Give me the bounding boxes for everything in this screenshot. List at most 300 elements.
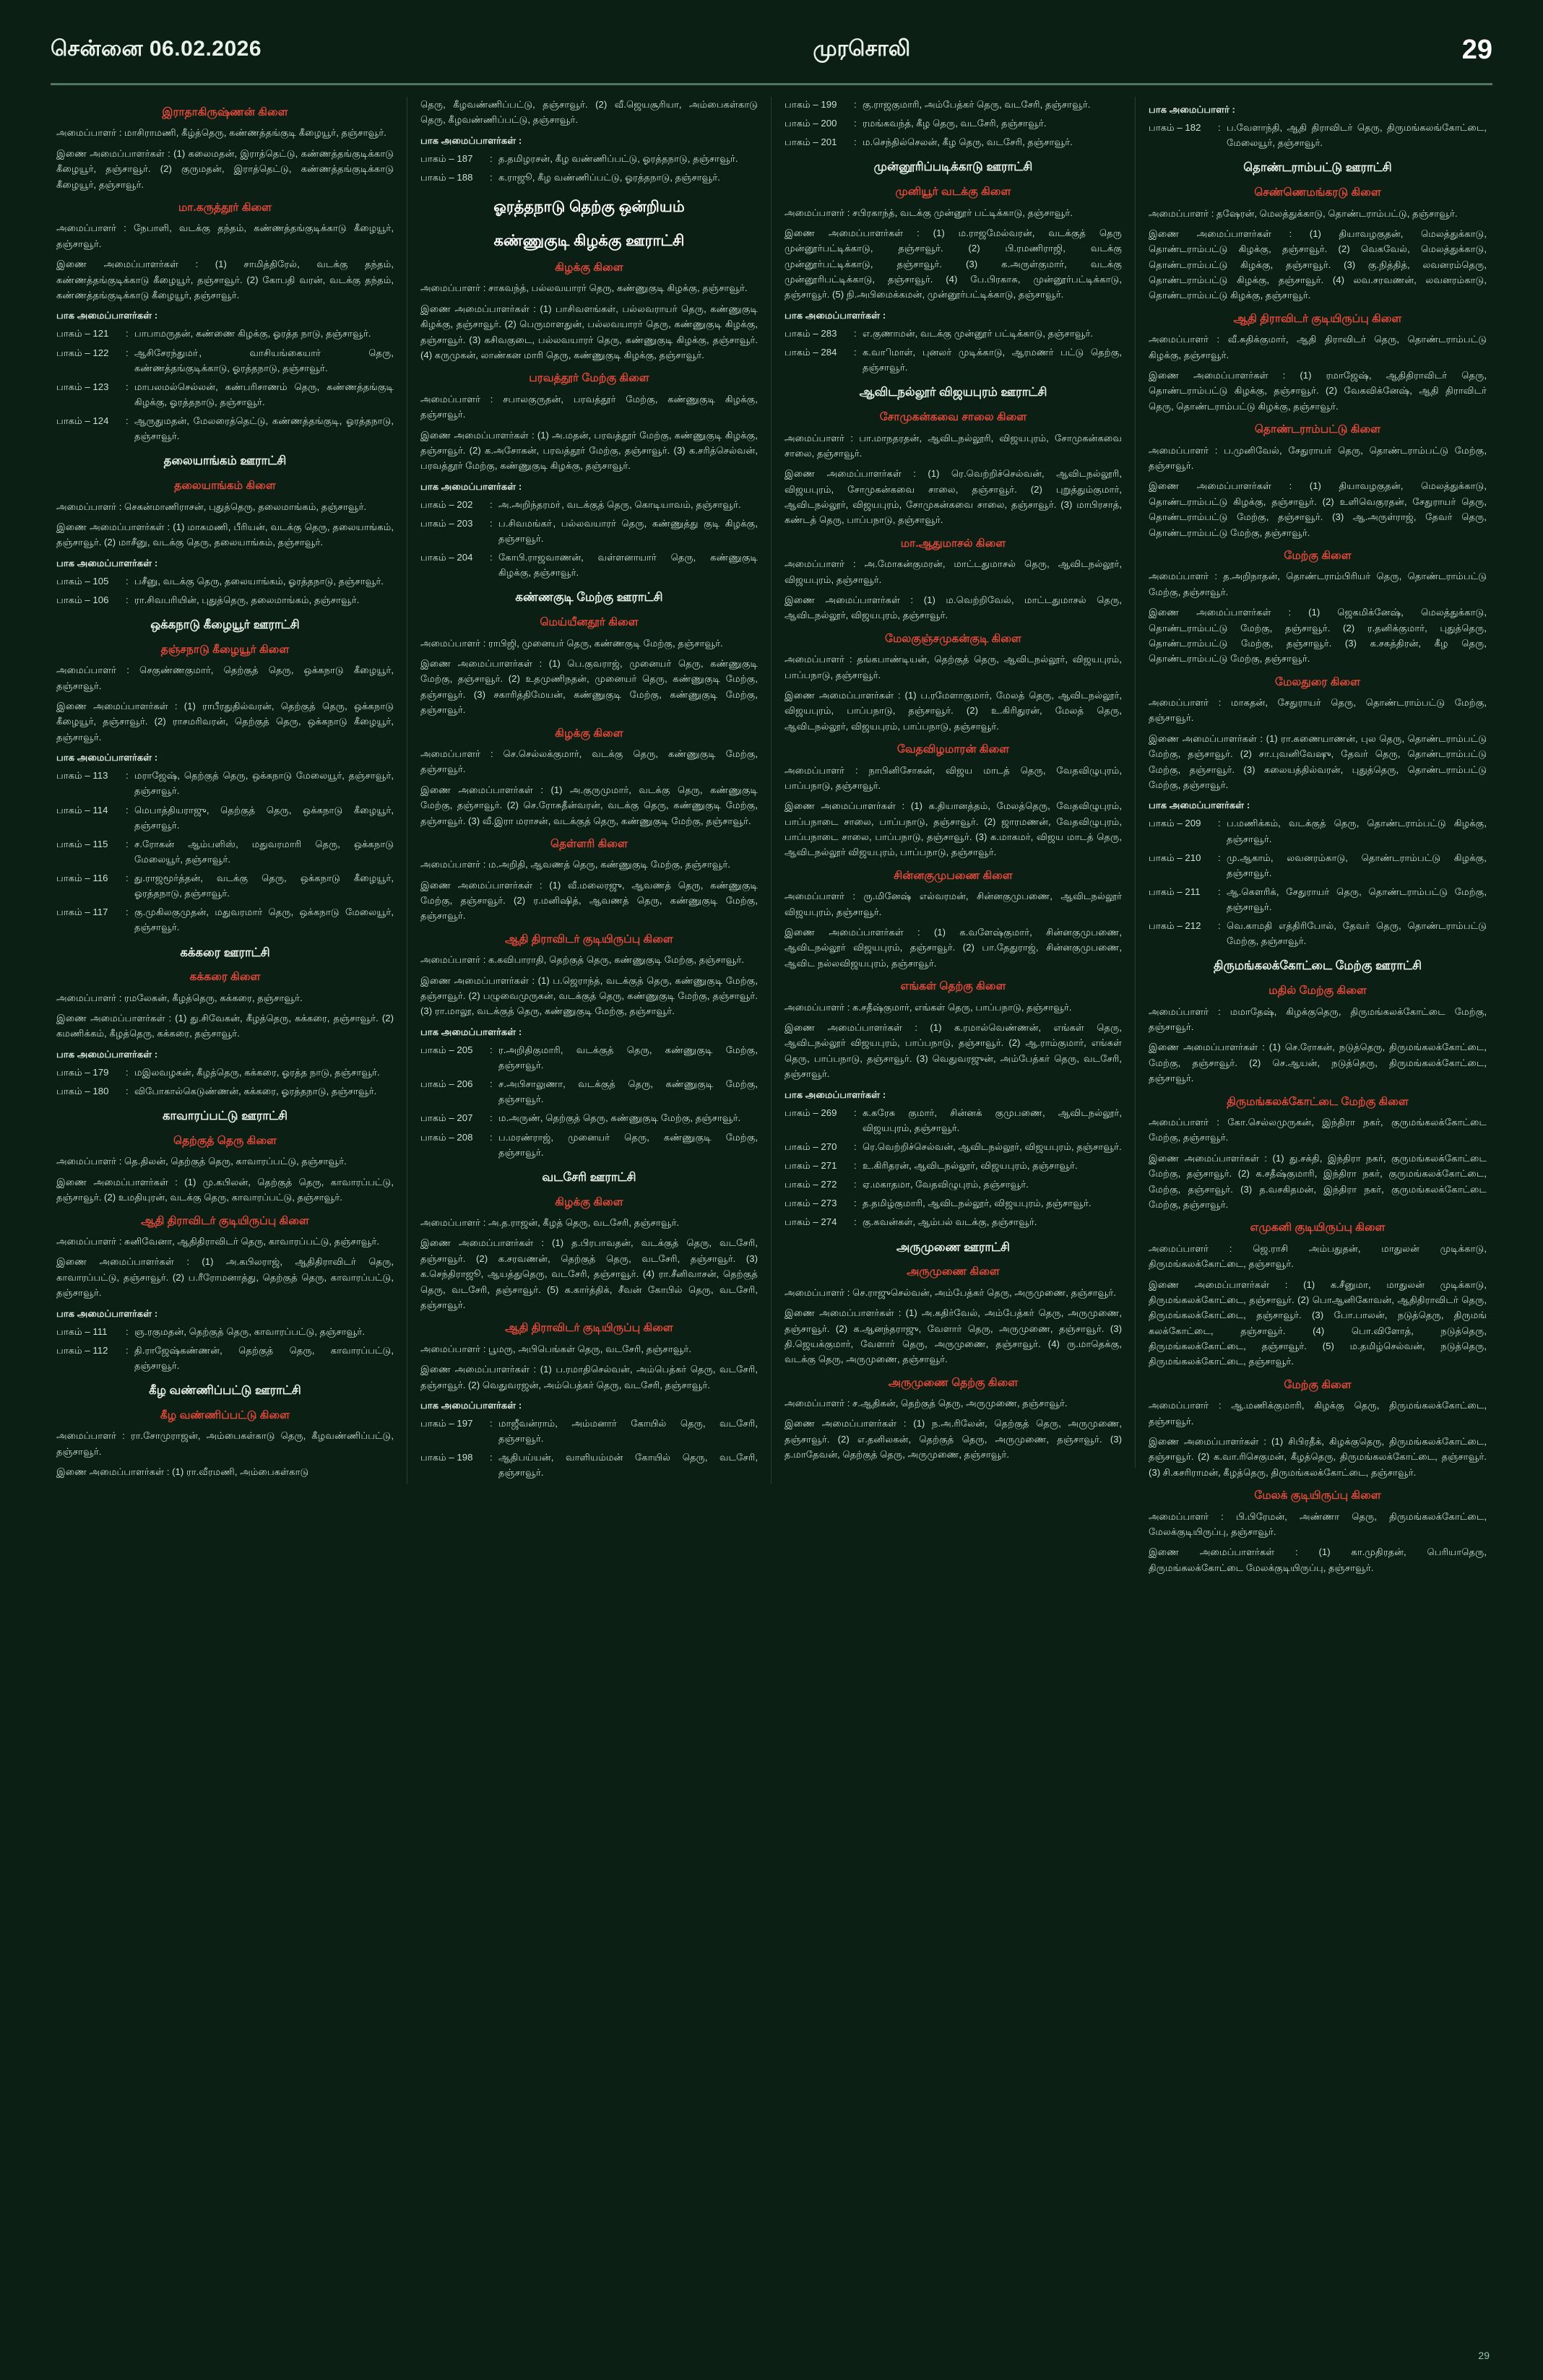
list-item-text: பசீனு, வடக்கு தெரு, தலையாங்கம், ஓரத்தநாடு, தஞ்சாவூர். [134, 575, 384, 587]
list-item [785, 1195, 1122, 1211]
paragraph: அமைப்பாளர் : வீ.சுதிக்குமார், ஆதி திராவிடர் தெரு, தொண்டராம்பட்டு கிழக்கு, தஞ்சாவூர். [1149, 334, 1487, 360]
branch-heading: எமுகனி குடியிருப்பு கிளை [1250, 1221, 1386, 1234]
list-item [785, 1105, 1122, 1135]
list-item [420, 1130, 758, 1160]
list-item-text: கு.முகிலகுமுதன், மதுவரமார் தெரு, ஒக்கநாடு மேலையூர், தஞ்சாவூர். [134, 906, 394, 933]
paragraph: அமைப்பாளர் : செ.செல்லக்குமார், வடக்கு தெரு, கண்ணுகுடி மேற்கு, தஞ்சாவூர். [420, 748, 758, 775]
list-item-text: த.தமிழ்குமாரி, ஆவிடநல்லூர், விஜயபுரம், தஞ்சாவூர். [863, 1198, 1092, 1209]
column-1 [43, 97, 407, 1484]
list-item-text: ப.சிவமங்கா், பல்லவயாரர் தெரு, கண்ணுத்து குடி கிழக்கு, தஞ்சாவூர். [498, 517, 758, 545]
paragraph: இணை அமைப்பாளர்கள் : (1) மு.கபிலன், தெற்குத் தெரு, காவாரப்பட்டு, தஞ்சாவூர். (2) உமதியுரன், வடக்கு தெரு, காவாரப்பட்டு, தஞ்சாவூர். [56, 1176, 394, 1203]
list-item-text: விபோகால்கெடுண்ணன், கக்கரை, ஓரத்தநாடு, தஞ்சாவூர். [134, 1086, 377, 1097]
column-3 [772, 97, 1136, 1468]
list-item-separator: : [854, 347, 857, 358]
list-item [785, 1214, 1122, 1229]
list-item [1149, 918, 1487, 948]
list-item-number: பாகம் – 121 [56, 328, 109, 339]
list-item-text: ப.மரண்ராஜ், முனையர் தெரு, கண்ணுகுடி மேற்கு, தஞ்சாவூர். [498, 1131, 758, 1158]
paragraph: அமைப்பாளர் : சாகவந்த், பல்லவயாரர் தெரு, கண்ணுகுடி கிழக்கு, தஞ்சாவூர். [420, 282, 748, 294]
paragraph: அமைப்பாளர் : க.சதீஷ்குமார், எங்கள் தெரு, பாப்பநாடு, தஞ்சாவூர். [785, 1001, 1072, 1013]
branch-heading: சோமுகன்கவை சாலை கிளை [879, 411, 1027, 424]
branch-heading: ஆதி திராவிடர் குடியிருப்பு கிளை [141, 1214, 309, 1227]
list-item [420, 497, 758, 512]
group-label: பாக அமைப்பாளர்கள் : [56, 1048, 158, 1060]
paragraph: அமைப்பாளர் : ராபிஜி, முனையர் தெரு, கண்ணகுடி மேற்கு, தஞ்சாவூர். [420, 637, 723, 649]
paragraph: அமைப்பாளர் : மமாதேஷ், கிழக்குதெரு, திருமங்கலக்கோட்டை மேற்கு, தஞ்சாவூர். [1149, 1005, 1487, 1033]
column-2 [407, 97, 772, 1484]
subsection-heading: கக்கரை ஊராட்சி [180, 945, 270, 959]
list-item-separator: : [1218, 920, 1221, 932]
paragraph: இணை அமைப்பாளர்கள் : (1) தியாவழகுதன், மெலத்துக்காடு, தொண்டராம்பட்டு கிழக்கு, தஞ்சாவூர். (2) வெகவேல், மெலத்துக்காடு, தொண்டராம்பட்டு கிழக்கு, தஞ்சாவூர். (3) கு.நித்தித், லவனரம்தெரு, தொண்டராம்பட்டு கிழக்கு, தஞ்சாவூர். (4) லவ.சரவணன், லவனரம்காடு, தொண்டராம்பட்டு கிழக்கு, தஞ்சாவூர். [1149, 228, 1487, 301]
list-item-text: ரெ.வெற்றிச்செல்வன், ஆவிடநல்லூர், விஜயபுரம், தஞ்சாவூர். [863, 1141, 1122, 1152]
paragraph: இணை அமைப்பாளர்கள் : (1) ப.ஜெராந்த், வடக்குத் தெரு, கண்ணுகுடி மேற்கு, தஞ்சாவூர். (2) பழுவைமுருகன், வடக்குத் தெரு, கண்ணுகுடி மேற்கு, தஞ்சாவூர். (3) ரா.மாலூ, வடக்குத் தெரு, கண்ணுகுடி மேற்கு, தஞ்சாவூர். [420, 974, 758, 1017]
branch-heading: கிழக்கு கிளை [555, 1195, 623, 1208]
list-item [1149, 120, 1487, 150]
list-item [1149, 815, 1487, 846]
paragraph: அமைப்பாளர் : ஜெ.ராசி அம்பதுதன், மாதுலன் முடிக்காடு, திருமங்கலக்கோட்டை, தஞ்சாவூர். [1149, 1242, 1487, 1270]
branch-heading: தெற்குத் தெரு கிளை [173, 1134, 277, 1147]
list-item-separator: : [490, 1131, 493, 1143]
branch-heading: மேலகுஞ்சமுகன்குடி கிளை [884, 632, 1022, 645]
list-item-separator: : [490, 172, 493, 183]
paragraph: இணை அமைப்பாளர்கள் : (1) மாசுமணி, பீரியன், வடக்கு தெரு, தலையாங்கம், தஞ்சாவூர். (2) மாசீனு, வடக்கு தெரு, தலையாங்கம், தஞ்சாவூர். [56, 521, 394, 548]
list-item-separator: : [126, 1086, 129, 1097]
branch-heading: ஆதி திராவிடர் குடியிருப்பு கிளை [505, 932, 673, 945]
list-item-separator: : [490, 152, 493, 164]
subsection-heading: திருமங்கலக்கோட்டை மேற்கு ஊராட்சி [1213, 959, 1422, 973]
list-item-text: க.கரேசு குமார், சின்னக் குமுபணை, ஆவிடநல்லூர், விஜயபுரம், தஞ்சாவூர். [863, 1107, 1122, 1133]
list-item [420, 1450, 758, 1480]
list-item-number: பாகம் – 206 [420, 1078, 473, 1090]
list-item-separator: : [126, 873, 129, 883]
branch-heading: தலையாங்கம் கிளை [174, 480, 276, 493]
branch-heading: கீழ வண்ணிப்பட்டு கிளை [160, 1408, 290, 1421]
list-item-text: ம.அருண், தெற்குத் தெரு, கண்ணுகுடி மேற்கு, தஞ்சாவூர். [498, 1112, 741, 1124]
paragraph: இணை அமைப்பாளர்கள் : (1) து.சிவேகன், கீழத்தெரு, கக்கரை, தஞ்சாவூர். (2) கமணிக்கம், கீழத்தெரு, கக்கரை, தஞ்சாவூர். [56, 1013, 394, 1039]
paragraph: அமைப்பாளர் : ரமலேகன், கீழத்தெரு, கக்கரை, தஞ்சாவூர். [56, 992, 303, 1003]
list-item-number: பாகம் – 105 [56, 575, 109, 587]
list-item-text: ர.அறிதிகுமாரி, வடக்குத் தெரு, கண்ணுகுடி மேற்கு, தஞ்சாவூர். [498, 1044, 758, 1071]
paragraph: இணை அமைப்பாளர்கள் : (1) ம.வெற்றிவேல், மாட்டதுமாசல் தெரு, ஆவிடநல்லூர், விஜயபுரம், தஞ்சாவூர். [785, 594, 1122, 621]
branch-heading: ஆதி திராவிடர் குடியிருப்பு கிளை [505, 1322, 673, 1335]
branch-heading: அருமுணை தெற்கு கிளை [888, 1376, 1019, 1389]
group-label: பாக அமைப்பாளர்கள் : [420, 1399, 522, 1411]
list-item-number: பாகம் – 182 [1149, 122, 1201, 134]
list-item-separator: : [490, 1078, 493, 1090]
list-item [56, 1343, 394, 1373]
list-item-number: பாகம் – 111 [56, 1325, 108, 1337]
paragraph: இணை அமைப்பாளர்கள் : (1) அ.கதிர்வேல், அம்பேத்கர் தெரு, அருமுணை, தஞ்சாவூர். (2) க.ஆனந்தராஜு, வேளார் தெரு, அருமுணை, தஞ்சாவூர். (3) தி.ஜெயக்குமார், வேளார் தெரு, அருமுணை, தஞ்சாவூர். (4) ரு.மாதெக்கு, வடக்கு தெரு, அருமுணை, தஞ்சாவூர். [785, 1307, 1122, 1365]
list-item [420, 151, 758, 166]
list-item-number: பாகம் – 112 [56, 1344, 108, 1356]
list-item-separator: : [126, 347, 129, 358]
branch-heading: திருமங்கலக்கோட்டை மேற்கு கிளை [1227, 1095, 1409, 1108]
list-item-text: க.ராஜூ, கீழ வண்ணிப்பட்டு, ஓரத்தநாடு, தஞ்சாவூர். [498, 172, 720, 183]
list-item-separator: : [1218, 886, 1221, 897]
paragraph: அமைப்பாளர் : செ.ராஜுசெல்வன், அம்பேத்கர் தெரு, அருமுணை, தஞ்சாவூர். [785, 1286, 1116, 1298]
paragraph: அமைப்பாளர் : மாசிராமணி, கீழ்த்தெரு, கண்ணத்தங்குடி கீழையூர், தஞ்சாவூர். [56, 127, 386, 139]
list-item [56, 870, 394, 901]
list-item-separator: : [126, 838, 129, 849]
list-item [420, 1110, 758, 1125]
group-label: பாக அமைப்பாளர்கள் : [56, 1307, 158, 1319]
list-item-number: பாகம் – 270 [785, 1141, 837, 1152]
paragraph: அமைப்பாளர் : க.கவிபாராதி, தெற்குத் தெரு, கண்ணுகுடி மேற்கு, தஞ்சாவூர். [420, 954, 745, 966]
list-item [56, 326, 394, 341]
paragraph: இணை அமைப்பாளர்கள் : (1) கா.முதிரதன், பெரியாதெரு, திருமங்கலக்கோட்டை மேலக்குடியிருப்பு, தஞ்சாவூர். [1149, 1546, 1487, 1573]
subsection-heading: கீழ வண்ணிப்பட்டு ஊராட்சி [149, 1384, 301, 1398]
list-item-number: பாகம் – 212 [1149, 920, 1201, 932]
paragraph: அமைப்பாளர் : ச.ஆதிகன், தெற்குத் தெரு, அருமுணை, தஞ்சாவூர். [785, 1398, 1068, 1409]
group-label: பாக அமைப்பாளர்கள் : [420, 1026, 522, 1037]
branch-heading: தெள்ளரி கிளை [550, 837, 628, 850]
list-item-separator: : [854, 1216, 857, 1228]
list-item [56, 1065, 394, 1080]
list-item-text: ச.ரோகன் ஆம்பளிஸ், மதுவரமாரி தெரு, ஒக்கநாடு மேலையூர், தஞ்சாவூர். [134, 838, 394, 865]
list-item-text: ஏ.மகாதமா, வேதவிழுபுரம், தஞ்சாவூர். [863, 1179, 1029, 1190]
list-item-separator: : [490, 1044, 493, 1055]
list-item-number: பாகம் – 207 [420, 1112, 473, 1124]
footer-page-number: 29 [1478, 2350, 1490, 2361]
list-item [56, 836, 394, 867]
list-item-text: ம.செந்தில்செலன், கீழ தெரு, வடசேரி, தஞ்சாவூர். [863, 137, 1073, 148]
branch-heading: மேற்கு கிளை [1284, 549, 1352, 562]
paragraph: அமைப்பாளர் : பி.பிரேமன், அண்ணா தெரு, திருமங்கலக்கோட்டை, மேலக்குடியிருப்பு, தஞ்சாவூர். [1149, 1510, 1487, 1537]
list-item [420, 1416, 758, 1446]
list-item-number: பாகம் – 197 [420, 1418, 473, 1429]
list-item [56, 379, 394, 410]
list-item-number: பாகம் – 211 [1149, 886, 1201, 897]
list-item-number: பாகம் – 201 [785, 137, 837, 148]
list-item-number: பாகம் – 106 [56, 594, 109, 605]
paragraph: அமைப்பாளர் : தெ.திலன், தெற்குத் தெரு, காவாரப்பட்டு, தஞ்சாவூர். [56, 1156, 347, 1167]
paragraph: அமைப்பாளர் : பா.மாநதரதன், ஆவிடநல்லூரி, விஜயபுரம், சோமுகன்கவை சாலை, தஞ்சாவூர். [785, 432, 1122, 459]
list-item [56, 592, 394, 607]
list-item-separator: : [126, 575, 129, 587]
list-item-text: ச.அபிசாலுணா, வடக்குத் தெரு, கண்ணுகுடி மேற்கு, தஞ்சாவூர். [498, 1078, 758, 1105]
group-label: பாக அமைப்பாளர்கள் : [420, 134, 522, 146]
list-item-separator: : [490, 1452, 493, 1463]
list-item-number: பாகம் – 116 [56, 873, 108, 883]
branch-heading: பரவத்தூர் மேற்கு கிளை [529, 372, 649, 385]
list-item-number: பாகம் – 198 [420, 1452, 473, 1463]
paragraph: தெரு, கீழவண்ணிப்பட்டு, தஞ்சாவூர். (2) வீ.ஜெயசூரியா, அம்பைகள்காடு தெரு, கீழவண்ணிப்பட்டு, தஞ்சாவூர். [420, 99, 758, 126]
branch-heading: மா.ஆதுமாசல் கிளை [900, 537, 1006, 550]
list-item-text: மாஜீவன்ராம், அம்மனார் கோயில் தெரு, வடசேரி, தஞ்சாவூர். [498, 1418, 758, 1445]
list-item-text: ஆ.கெளரிக், சேதுராயர் தெரு, தொண்டராம்பட்டு மேற்கு, தஞ்சாவூர். [1227, 886, 1487, 913]
masthead-divider [51, 83, 1492, 85]
list-item-separator: : [854, 99, 857, 110]
paragraph: இணை அமைப்பாளர்கள் : (1) ப.ரமாதிசெல்வன், அம்பெத்கர் தெரு, வடசேரி, தஞ்சாவூர். (2) வெதுவரஜன், அம்பெத்கர் தெரு, வடசேரி, தஞ்சாவூர். [420, 1364, 758, 1390]
list-item-number: பாகம் – 180 [56, 1086, 109, 1097]
list-item-number: பாகம் – 202 [420, 498, 473, 510]
list-item-text: வெ.காமதி எத்திரிபோல், தேவர் தெரு, தொண்டராம்பட்டு மேற்கு, தஞ்சாவூர். [1227, 920, 1487, 947]
list-item-separator: : [490, 517, 493, 529]
paragraph: இணை அமைப்பாளர்கள் : (1) ப.ரமேளாகுமார், மேலத் தெரு, ஆவிடநல்லூர், விஜயபுரம், பாப்பநாடு, தஞ்சாவூர். (2) உ.கிரிதுரன், மேலத் தெரு, ஆவிடநல்லூர், விஜயபுரம், பாப்பநாடு, தஞ்சாவூர். [785, 690, 1122, 732]
paragraph: இணை அமைப்பாளர்கள் : (1) அ.கபிலராஜ், ஆதிதிராவிடர் தெரு, காவாரப்பட்டு, தஞ்சாவூர். (2) ப.ரீரோமனாத்து, தெற்குத் தெரு, காவாரப்பட்டு, தஞ்சாவூர். [56, 1256, 394, 1299]
paragraph: இணை அமைப்பாளர்கள் : (1) க.தியானத்தம், மேலத்தெரு, வேதவிழுபுரம், பாப்பநாடை சாலை, பாப்பநாடு, தஞ்சாவூர். (2) ஜாரமணன், வேதவிழுபுரம், பாப்பநாடை சாலை, பாப்பநாடு, தஞ்சாவூர். (3) க.மாகமர், விஜய மாடத் தெரு, ஆவிடநல்லூர் விஜயபுரம், பாப்பநாடு, தஞ்சாவூர். [785, 800, 1122, 858]
list-item-text: ஆதிபய்யன், வாளியம்மன் கோயில் தெரு, வடசேரி, தஞ்சாவூர். [498, 1452, 758, 1479]
list-item-text: ஆருதுமதன், மேலரைத்தெட்டு, கண்ணத்தங்குடி, ஓரத்தநாடு, தஞ்சாவூர். [134, 415, 394, 442]
list-item-text: கு.ராஜகுமாரி, அம்பேத்கர் தெரு, வடசேரி, தஞ்சாவூர். [863, 99, 1091, 110]
list-item-text: ப.வேளாந்தி, ஆதி திராவிடர் தெரு, திருமங்கலங்கோட்டை, மேலையூர், தஞ்சாவூர். [1227, 122, 1487, 149]
masthead-edition-date: சென்னை 06.02.2026 [51, 36, 262, 61]
list-item-separator: : [126, 1325, 129, 1337]
list-item-separator: : [854, 1198, 857, 1209]
column-4 [1136, 97, 1500, 1580]
list-item-number: பாகம் – 274 [785, 1216, 837, 1228]
list-item-separator: : [854, 1141, 857, 1152]
subsection-heading: தலையாங்கம் ஊராட்சி [163, 454, 287, 468]
paragraph: அமைப்பாளர் : நாபினிசோகன், விஜய மாடத் தெரு, வேதவிழுபுரம், பாப்பநாடு, தஞ்சாவூர். [785, 764, 1122, 791]
paragraph: இணை அமைப்பாளர்கள் : (1) ரா.கணையாணன், புல தெரு, தொண்டராம்பட்டு மேற்கு, தஞ்சாவூர். (2) சா.புவனிவேஷு, தேவர் தெரு, தொண்டராம்பட்டு மேற்கு, தஞ்சாவூர். (3) கலையத்தில்வரன், புதுத்தெரு, தொண்டராம்பட்டு மேற்கு, தஞ்சாவூர். [1149, 732, 1487, 790]
branch-heading: மேற்கு கிளை [1284, 1378, 1352, 1391]
list-item-text: உ.கிரிதரன், ஆவிடநல்லூர், விஜயபுரம், தஞ்சாவூர். [863, 1160, 1078, 1172]
group-label: பாக அமைப்பாளர்கள் : [420, 480, 522, 492]
branch-heading: தொண்டராம்பட்டு கிளை [1254, 423, 1381, 436]
list-item-separator: : [126, 906, 129, 918]
list-item-number: பாகம் – 273 [785, 1198, 837, 1209]
list-item [56, 904, 394, 935]
paragraph: அமைப்பாளர் : ரா.சோமுராஜன், அம்பைகள்காடு தெரு, கீழவண்ணிப்பட்டு, தஞ்சாவூர். [56, 1430, 394, 1457]
list-item-separator: : [490, 552, 493, 563]
paragraph: அமைப்பாளர் : தங்கபாண்டியன், தெற்குத் தெரு, ஆவிடநல்லூர், விஜயபுரம், பாப்பநாடு, தஞ்சாவூர். [785, 654, 1122, 680]
list-item-number: பாகம் – 179 [56, 1066, 109, 1078]
list-item-number: பாகம் – 210 [1149, 852, 1201, 863]
list-item-separator: : [1218, 818, 1221, 829]
list-item-text: மெபாத்தியராஜு, தெற்குத் தெரு, ஒக்கநாடு கீழையூர், தஞ்சாவூர். [134, 804, 394, 831]
list-item [785, 326, 1122, 341]
branch-heading: வேதவிழமாரன் கிளை [896, 743, 1010, 756]
article-columns [0, 97, 1543, 1624]
list-item-text: எ.குணாமன், வடக்கு முன்னூர் பட்டிக்காடு, தஞ்சாவூர். [863, 327, 1094, 339]
list-item-separator: : [490, 1418, 493, 1429]
branch-heading: மெய்யீனதூர் கிளை [540, 616, 639, 629]
paragraph: இணை அமைப்பாளர்கள் : (1) தியாவழகுதன், மெலத்துக்காடு, தொண்டராம்பட்டு கிழக்கு, தஞ்சாவூர். (2) உளிவெகுரதன், சேதுராயர் தெரு, தொண்டராம்பட்டு மேற்கு, தஞ்சாவூர். (3) ஆ.அருள்ராஜ், தேவர் தெரு, தொண்டராம்பட்டு மேற்கு, தஞ்சாவூர். [1149, 480, 1487, 538]
branch-heading: மேலதுரை கிளை [1274, 675, 1361, 688]
paragraph: அமைப்பாளர் : மாகதன், சேதுராயர் தெரு, தொண்டராம்பட்டு மேற்கு, தஞ்சாவூர். [1149, 697, 1487, 724]
list-item-separator: : [490, 1112, 493, 1124]
list-item-text: அ.அறிந்தரமா், வடக்குத் தெரு, கொடியாவம், தஞ்சாவூர். [498, 498, 741, 510]
list-item-number: பாகம் – 123 [56, 381, 109, 392]
masthead [0, 0, 1543, 79]
list-item-number: பாகம் – 124 [56, 415, 109, 427]
list-item-separator: : [854, 1107, 857, 1118]
paragraph: அமைப்பாளர் : ம.அறிதி, ஆவணத் தெரு, கண்ணுகுடி மேற்கு, தஞ்சாவூர். [420, 859, 731, 870]
list-item-separator: : [854, 137, 857, 148]
list-item-text: ஆசிசேரந்துமா், வாசியங்கையார் தெரு, கண்ணத்தங்குடிக்காடு, ஓரத்தநாடு, தஞ்சாவூர். [134, 347, 394, 373]
subsection-heading: கண்ணகுடி மேற்கு ஊராட்சி [515, 591, 663, 605]
list-item-text: க.வாிமாள், புனலர் முடிக்காடு, ஆரமணர் பட்டு தெற்கு, தஞ்சாவூர். [863, 347, 1122, 373]
list-item [785, 116, 1122, 131]
paragraph: அமைப்பாளர் : ப.முனிவேல், சேதுராயர் தெரு, தொண்டராம்பட்டு மேற்கு, தஞ்சாவூர். [1149, 444, 1487, 472]
paragraph: இணை அமைப்பாளர்கள் : (1) க.சீனுமா, மாதுலன் முடிக்காடு, திருமங்கலக்கோட்டை, தஞ்சாவூர். (2) பொஆனிகோவன், ஆதிதிராவிடர் தெரு, திருமங்கலக்கோட்டை, தஞ்சாவூர். (3) போ.பாலன், நடுத்தெரு, திருமங் கலக்கோட்டை, தஞ்சாவூர். (4) பொ.விளோத், நடுத்தெரு, திருமங்கலக்கோட்டை, தஞ்சாவூர். (5) ம.தமிழ்செல்வன், நடுத்தெரு, திருமங்கலக்கோட்டை, தஞ்சாவூர். [1149, 1278, 1487, 1367]
paragraph: இணை அமைப்பாளர்கள் : (1) செ.ரோகன், நடுத்தெரு, திருமங்கலக்கோட்டை, மேற்கு, தஞ்சாவூர். (2) செ.ஆயன், நடுத்தெரு, திருமங்கலக்கோட்டை, தஞ்சாவூர். [1149, 1042, 1487, 1084]
list-item-number: பாகம் – 115 [56, 838, 108, 849]
branch-heading: மா.கருத்தூர் கிளை [178, 201, 272, 214]
paragraph: இணை அமைப்பாளர்கள் : (1) அ.குருமுமார், வடக்கு தெரு, கண்ணுகுடி மேற்கு, தஞ்சாவூர். (2) செ.ரோசுதீன்வரன், வடக்கு தெரு, கண்ணுகுடி மேற்கு, தஞ்சாவூர். (3) வீ.இரா மராசன், வடக்குத் தெரு, கண்ணுகுடி மேற்கு, தஞ்சாவூர். [420, 784, 758, 826]
list-item-number: பாகம் – 284 [785, 347, 837, 358]
branch-heading: அருமுணை கிளை [907, 1265, 1000, 1278]
list-item [56, 413, 394, 443]
list-item [56, 802, 394, 833]
masthead-title: முரசொலி [813, 36, 911, 61]
paragraph: இணை அமைப்பாளர்கள் : (1) ஜெகமிக்னேஷ், மெலத்துக்காடு, தொண்டராம்பட்டு மேற்கு, தஞ்சாவூர். (2) ர.தனிக்குமார், புதுத்தெரு, தொண்டராம்பட்டு மேற்கு, தஞ்சாவூர். (3) க.சகத்திரன், கீழ தெரு, தொண்டராம்பட்டு மேற்கு, தஞ்சாவூர். [1149, 607, 1487, 665]
list-item-number: பாகம் – 204 [420, 552, 473, 563]
list-item [785, 134, 1122, 150]
paragraph: அமைப்பாளர் : த.அறிநாதன், தொண்டராம்பிரியர் தெரு, தொண்டராம்பட்டு மேற்கு, தஞ்சாவூர். [1149, 571, 1487, 597]
branch-heading: முனியூர் வடக்கு கிளை [895, 186, 1011, 199]
list-item [1149, 884, 1487, 914]
paragraph: அமைப்பாளர் : சபாலகுருதன், பரவத்தூர் மேற்கு, கண்ணுகுடி கிழக்கு, தஞ்சாவூர். [420, 393, 758, 420]
list-item-separator: : [126, 415, 129, 427]
paragraph: இணை அமைப்பாளர்கள் : (1) ரமாஜேஷ், ஆதிதிராவிடர் தெரு, தொண்டராம்பட்டு கிழக்கு, தஞ்சாவூர். (2) வேகவிக்னேஷ், ஆதி திராவிடர் தெரு, தொண்டராம்பட்டு கிழக்கு, தஞ்சாவூர். [1149, 370, 1487, 412]
branch-heading: கிழக்கு கிளை [555, 727, 623, 740]
list-item-separator: : [126, 381, 129, 392]
list-item-separator: : [126, 770, 129, 782]
list-item-text: மு.ஆகாம், லவனரம்காடு, தொண்டராம்பட்டு கிழக்கு, தஞ்சாவூர். [1227, 852, 1487, 878]
list-item [56, 768, 394, 798]
branch-heading: இராதாகிருஷ்ணன் கிளை [162, 106, 288, 118]
list-item-separator: : [854, 1179, 857, 1190]
list-item-number: பாகம் – 271 [785, 1160, 837, 1172]
paragraph: இணை அமைப்பாளர்கள் : (1) சாமித்திரேல், வடக்கு தந்தம், கண்ணத்தங்குடிக்காடு கீழையூர், தஞ்சாவூர். (2) கோபதி வரன், வடக்கு தந்தம், கண்ணத்தங்குடிக்காடு கீழையூர், தஞ்சாவூர். [56, 259, 394, 300]
list-item-text: தி.ராஜேஷ்கண்ணன், தெற்குத் தெரு, காவாரப்பட்டு, தஞ்சாவூர். [134, 1344, 394, 1371]
paragraph: இணை அமைப்பாளர்கள் : (1) க.வளேஷ்குமார், சின்னகுமுபணை, ஆவிடநல்லூர் விஜயபுரம், தஞ்சாவூர். (2) பா.தேதுராஜ், சின்னகுமுபணை, ஆவிட நல்லவிஜயபுரம், தஞ்சாவூர். [785, 927, 1122, 969]
group-label: பாக அமைப்பாளர்கள் : [785, 1089, 886, 1100]
masthead-page-number: 29 [1461, 35, 1492, 65]
list-item-number: பாகம் – 200 [785, 118, 837, 129]
group-label: பாக அமைப்பாளர்கள் : [785, 309, 886, 321]
group-label: பாக அமைப்பாளர் : [1149, 104, 1235, 115]
paragraph: இணை அமைப்பாளர்கள் : (1) ரெ.வெற்றிச்செல்வன், ஆவிடநல்லூரி, விஜயபுரம், சோமுகன்கவை சாலை, தஞ்சாவூர். (2) புறுத்தும்குமார், ஆவிடநல்லூர், விஜயபுரம், சோமுகன்கவை சாலை, தஞ்சாவூர். (3) மாபிரசாத், கண்டத் தெரு, பாப்பநாடு, தஞ்சாவூர். [785, 468, 1122, 526]
group-label: பாக அமைப்பாளர்கள் : [56, 310, 158, 321]
list-item [420, 516, 758, 546]
list-item-number: பாகம் – 114 [56, 804, 108, 815]
list-item-number: பாகம் – 117 [56, 906, 108, 918]
list-item [56, 1324, 394, 1339]
list-item [785, 1139, 1122, 1154]
list-item-text: ரா.சிவபரியின், புதுத்தெரு, தலைமாங்கம், தஞ்சாவூர். [134, 594, 360, 605]
list-item-text: கோபி.ராஜவாணன், வள்ளனாயார் தெரு, கண்ணுகுடி கிழக்கு, தஞ்சாவூர். [498, 552, 758, 579]
branch-heading: ஆதி திராவிடர் குடியிருப்பு கிளை [1233, 312, 1402, 325]
subsection-heading: முன்னூரிப்படிக்காடு ஊராட்சி [873, 160, 1033, 174]
list-item-number: பாகம் – 113 [56, 770, 108, 782]
group-label: பாக அமைப்பாளர்கள் : [56, 557, 158, 568]
branch-heading: சின்னகுமுபணை கிளை [894, 869, 1013, 882]
list-item-text: து.ராஜமூர்த்தன், வடக்கு தெரு, ஒக்கநாடு கீழையூர், ஓரத்தநாடு, தஞ்சாவூர். [134, 873, 394, 899]
list-item-text: ப.மணிக்கம், வடக்குத் தெரு, தொண்டராம்பட்டு கிழக்கு, தஞ்சாவூர். [1227, 818, 1487, 844]
paragraph: இணை அமைப்பாளர்கள் : (1) து.சக்தி, இந்திரா நகர், குருமங்கலக்கோட்டை மேற்கு, தஞ்சாவூர். (2) க.சதீஷ்குமாரி, இந்திரா நகர், குருமங்கலக்கோட்டை, மேற்கு, தஞ்சாவூர். (3) த.வசகிதமன், இந்திரா நகர், குருமங்கலக்கோட்டை மேற்கு, தஞ்சாவூர். [1149, 1152, 1487, 1210]
list-item [420, 1042, 758, 1073]
branch-heading: எங்கள் தெற்கு கிளை [900, 980, 1006, 993]
group-label: பாக அமைப்பாளர்கள் : [1149, 800, 1250, 811]
group-label: பாக அமைப்பாளர்கள் : [56, 752, 158, 763]
paragraph: அமைப்பாளர் : அ.மோகன்குமரன், மாட்டதுமாசல் தெரு, ஆவிடநல்லூர், விஜயபுரம், தஞ்சாவூர். [785, 558, 1122, 585]
list-item-number: பாகம் – 205 [420, 1044, 473, 1055]
branch-heading: மதில் மேற்கு கிளை [1268, 985, 1367, 998]
subsection-heading: அருமுணை ஊராட்சி [896, 1240, 1011, 1254]
list-item-text: கு.கவன்கள், ஆம்பல் வடக்கு, தஞ்சாவூர். [863, 1216, 1037, 1228]
paragraph: அமைப்பாளர் : ரு.மினேஷ் எல்வரமன், சின்னகுமுபணை, ஆவிடநல்லூர் விஜயபுரம், தஞ்சாவூர். [785, 891, 1122, 917]
subsection-heading: ஒக்கநாடு கீழையூர் ஊராட்சி [150, 618, 300, 632]
paragraph: இணை அமைப்பாளர்கள் : (1) த.பிரபாவதன், வடக்குத் தெரு, வடசேரி, தஞ்சாவூர். (2) க.சரவணன், தெற்குத் தெரு, வடசேரி, தஞ்சாவூர். (3) க.செந்திராஜூ, ஆயத்துதெரு, வடசேரி, தஞ்சாவூர். (4) ரா.சீனிவாசன், தெற்குத் தெரு, வடசேரி, தஞ்சாவூர். (5) க.கார்த்திக், சீவன் கோபில் தெரு, வடசேரி, தஞ்சாவூர். [420, 1237, 758, 1310]
subsection-heading: ஆவிடநல்லூர் விஜயபுரம் ஊராட்சி [859, 386, 1047, 399]
list-item [420, 1076, 758, 1107]
list-item [785, 1158, 1122, 1173]
paragraph: இணை அமைப்பாளர்கள் : (1) க.ரமால்வெண்ணன், எங்கள் தெரு, ஆவிடநல்லூர் விஜயபுரம், பாப்பநாடு, தஞ்சாவூர். (2) ஆ.ராம்குமார், எங்கள் தெரு, பாப்பநாடு, தஞ்சாவூர். (3) வெதுவரஜுன், அம்பேத்கர் தெரு, வடசேரி, தஞ்சாவூர். [785, 1022, 1122, 1080]
list-item-number: பாகம் – 122 [56, 347, 109, 358]
paragraph: இணை அமைப்பாளர்கள் : (1) ந.அ.ரிலேன், தெற்குத் தெரு, அருமுணை, தஞ்சாவூர். (2) எ.தனிலகன், தெற்குத் தெரு, அருமுணை, தஞ்சாவூர். (3) த.மாதேவன், தெற்குத் தெரு, அருமுணை, தஞ்சாவூர். [785, 1418, 1122, 1461]
list-item-text: மாபலமல்செல்லன், கண்பரிசாணம் தெரு, கண்ணத்தங்குடி கிழக்கு, ஓரத்தநாடு, தஞ்சாவூர். [134, 381, 394, 407]
list-item-number: பாகம் – 283 [785, 327, 837, 339]
branch-heading: தஞ்சநாடு கீழையூர் கிளை [160, 643, 290, 656]
section-heading: ஓரத்தநாடு தெற்கு ஒன்றியம் [493, 199, 685, 216]
list-item [785, 97, 1122, 112]
list-item-number: பாகம் – 269 [785, 1107, 837, 1118]
paragraph: அமைப்பாளர் : கோ.செல்லமுருகன், இந்திரா நகர், குருமங்கலக்கோட்டை மேற்கு, தஞ்சாவூர். [1149, 1117, 1487, 1143]
list-item-separator: : [854, 1160, 857, 1172]
list-item-separator: : [1218, 122, 1221, 134]
list-item [785, 345, 1122, 375]
branch-heading: கக்கரை கிளை [189, 971, 261, 984]
list-item-text: ஞ.ரகுமதன், தெற்குத் தெரு, காவாரப்பட்டு, தஞ்சாவூர். [134, 1325, 365, 1337]
list-item-separator: : [854, 118, 857, 129]
subsection-heading: காவாரப்பட்டு ஊராட்சி [162, 1109, 288, 1123]
section-heading: கண்ணுகுடி கிழக்கு ஊராட்சி [493, 232, 685, 249]
list-item-separator: : [1218, 852, 1221, 863]
paragraph: இணை அமைப்பாளர்கள் : (1) ராபீரதுதில்வரன், தெற்குத் தெரு, ஒக்கநாடு கீழையூர், தஞ்சாவூர். (2) ராசமரிவரன், தெற்குத் தெரு, ஒக்கநாடு கீழையூர், தஞ்சாவூர். [56, 701, 394, 743]
paragraph: அமைப்பாளர் : நேபாளி, வடக்கு தந்தம், கண்ணத்தங்குடிக்காடு கீழையூர், தஞ்சாவூர். [56, 222, 394, 249]
paragraph: அமைப்பாளர் : தஷேரன், மெலத்துக்காடு, தொண்டராம்பட்டு, தஞ்சாவூர். [1149, 207, 1458, 219]
paragraph: இணை அமைப்பாளர்கள் : (1) கலைமதன், இராத்தெட்டு, கண்ணத்தங்குடிக்காடு கீழையூர், தஞ்சாவூர். (2) குருமதன், இராத்தெட்டு, கண்ணத்தங்குடிக்காடு கீழையூர், தஞ்சாவூர். [56, 147, 394, 190]
list-item-number: பாகம் – 203 [420, 517, 473, 529]
list-item [56, 1083, 394, 1099]
list-item [56, 574, 394, 589]
paragraph: அமைப்பாளர் : செகன்மாணிராசன், புதுத்தெரு, தலைமாங்கம், தஞ்சாவூர். [56, 501, 367, 512]
paragraph: இணை அமைப்பாளர்கள் : (1) சிபிரதீக், கிழக்குதெரு, திருமங்கலக்கோட்டை, தஞ்சாவூர். (2) க.வா.ரிசெகுமன், கீழத்தெரு, திருமங்கலக்கோட்டை, தஞ்சாவூர். (3) சி.கசரிராமன், கீழத்தெரு, திருமங்கலக்கோட்டை, தஞ்சாவூர். [1149, 1435, 1487, 1478]
branch-heading: கிழக்கு கிளை [555, 261, 623, 274]
list-item-number: பாகம் – 188 [420, 172, 473, 183]
list-item-number: பாகம் – 208 [420, 1131, 473, 1143]
paragraph: இணை அமைப்பாளர்கள் : (1) ரா.வீரமணி, அம்பைகள்காடு [56, 1466, 309, 1477]
branch-heading: செண்ணெமங்கரடு கிளை [1254, 186, 1381, 199]
list-item-separator: : [126, 804, 129, 815]
list-item-separator: : [126, 594, 129, 605]
branch-heading: மேலக் குடியிருப்பு கிளை [1254, 1489, 1381, 1502]
subsection-heading: வடசேரி ஊராட்சி [542, 1170, 636, 1184]
paragraph: அமைப்பாளர் : சுனிவேனா, ஆதிதிராவிடர் தெரு, காவாரப்பட்டு, தஞ்சாவூர். [56, 1236, 380, 1247]
paragraph: இணை அமைப்பாளர்கள் : (1) அ.மதன், பரவத்தூர் மேற்கு, கண்ணுகுடி கிழக்கு, தஞ்சாவூர். (2) க.அசோகன், பரவத்தூர் மேற்கு, தஞ்சாவூர். (3) க.சரித்செல்வன், பரவத்தூர் மேற்கு, கண்ணுகுடி கிழக்கு, தஞ்சாவூர். [420, 429, 758, 472]
list-item [420, 170, 758, 185]
paragraph: இணை அமைப்பாளர்கள் : (1) வீ.மலைரஜு, ஆவணத் தெரு, கண்ணுகுடி மேற்கு, தஞ்சாவூர். (2) ர.மனிஷித், ஆவணத் தெரு, கண்ணுகுடி மேற்கு, தஞ்சாவூர். [420, 879, 758, 922]
paragraph: இணை அமைப்பாளர்கள் : (1) ம.ராஜமேல்வரன், வடக்குத் தெரு முன்னூர்பட்டிக்காடு, தஞ்சாவூர். (2) பி.ரமணிராஜி, வடக்கு முன்னூர்பட்டிக்காடு, தஞ்சாவூர். (3) க.அருள்குமார், வடக்கு முன்னூரிபட்டிக்காடு, தஞ்சாவூர். (4) பே.பிரகாசு, முன்னூர்பட்டிக்காடு, தஞ்சாவூர். (5) நி.அபிமைக்கமன், முன்னூர்பட்டிக்காடு, தஞ்சாவூர். [785, 227, 1122, 300]
paragraph: அமைப்பாளர் : அ.த.ராஜன், கீழத் தெரு, வடசேரி, தஞ்சாவூர். [420, 1217, 680, 1229]
list-item-text: பாபாமருதன், கண்ணை கிழக்கு, ஓரத்த நாடு, தஞ்சாவூர். [134, 328, 371, 339]
list-item [420, 550, 758, 580]
paragraph: அமைப்பாளர் : ஆ.மணிக்குமாரி, கிழக்கு தெரு, திருமங்கலக்கோட்டை, தஞ்சாவூர். [1149, 1400, 1487, 1427]
list-item-number: பாகம் – 187 [420, 152, 473, 164]
list-item-separator: : [126, 1066, 129, 1078]
list-item-separator: : [126, 328, 129, 339]
list-item [1149, 850, 1487, 880]
list-item-number: பாகம் – 209 [1149, 818, 1201, 829]
paragraph: அமைப்பாளர் : சபிரகாந்த், வடக்கு முன்னூர் பட்டிக்காடு, தஞ்சாவூர். [785, 207, 1073, 218]
list-item-number: பாகம் – 199 [785, 99, 837, 110]
list-item-text: ரமங்கவந்த், கீழ தெரு, வடசேரி, தஞ்சாவூர். [863, 118, 1047, 129]
paragraph: இணை அமைப்பாளர்கள் : (1) பெ.குவராஜ், முனையர் தெரு, கண்ணுகுடி மேற்கு, தஞ்சாவூர். (2) உதமுணிநதன், முனையர் தெரு, கண்ணுகுடி மேற்கு, தஞ்சாவூர். (3) சகாரித்திமேயன், கண்ணுகுடி மேற்கு, கண்ணுகுடி மேற்கு, தஞ்சாவூர். [420, 658, 758, 716]
list-item-text: மஇலவழகன், கீழத்தெரு, கக்கரை, ஓரத்த நாடு, தஞ்சாவூர். [134, 1066, 380, 1078]
